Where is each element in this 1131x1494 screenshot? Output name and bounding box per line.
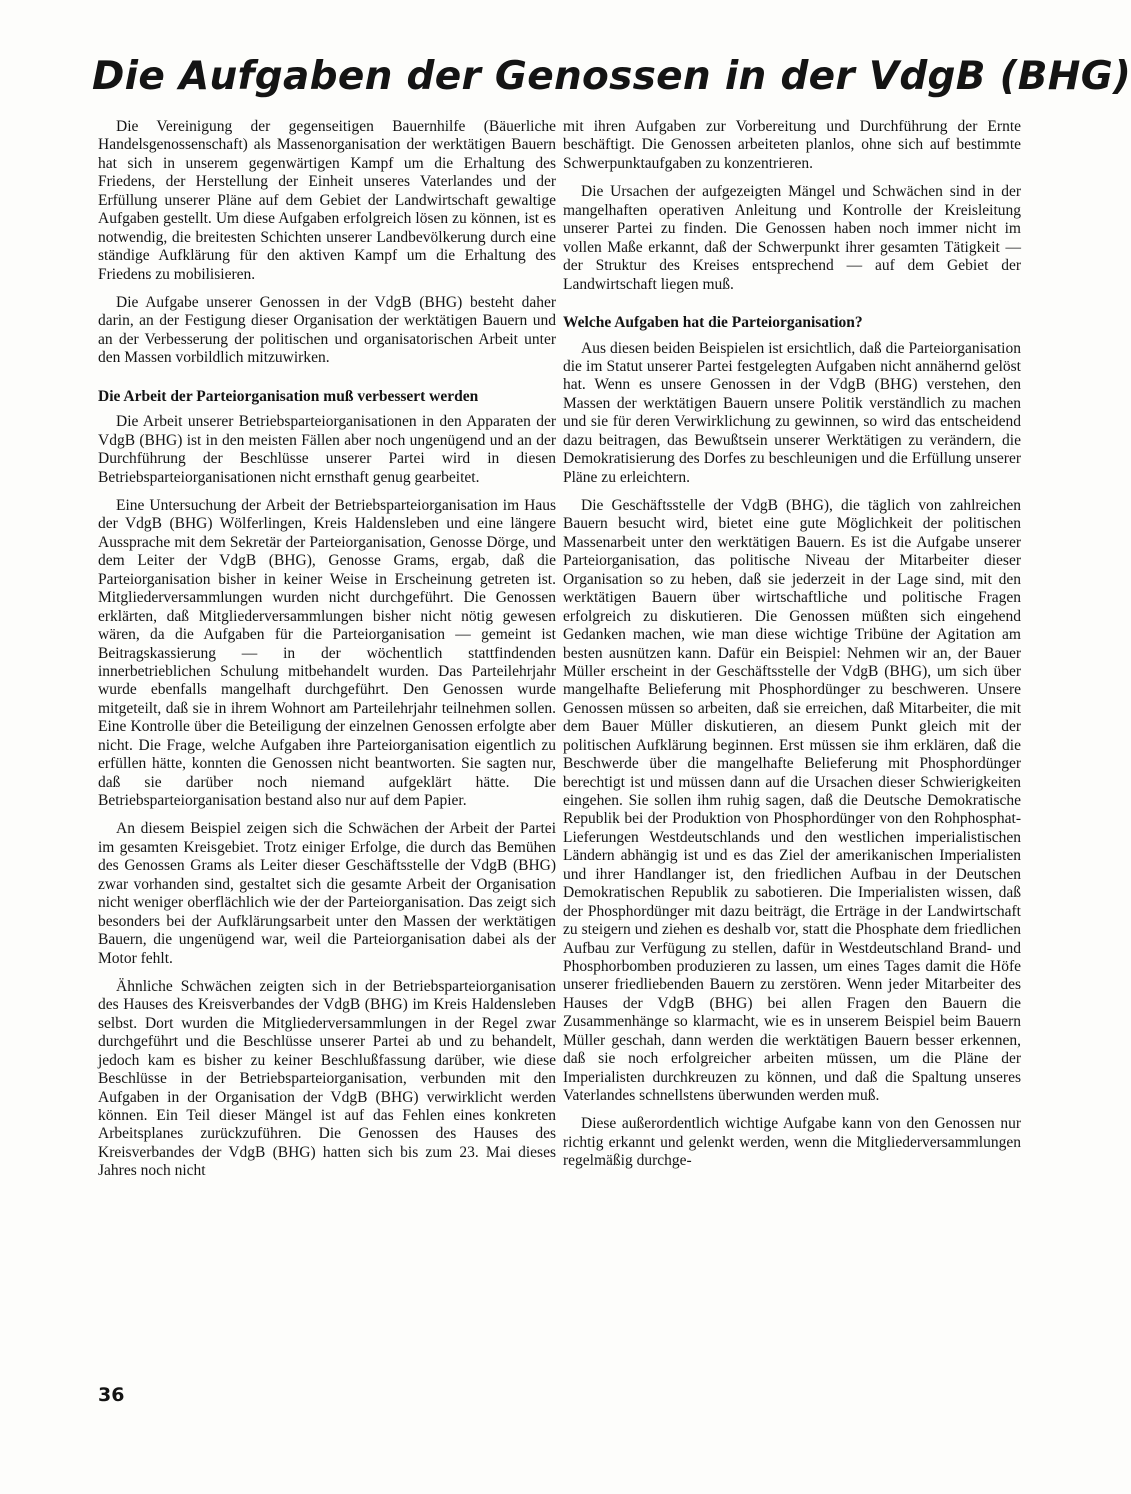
paragraph: Ähnliche Schwächen zeigten sich in der Betriebsparteiorganisation des Hauses des Kreisverbandes der VdgB (BHG) im Kreis Haldensleben selbst. Dort wurden die Mitgliederversammlungen in der Regel zwar durchgeführt und die Beschlüsse unserer Partei ab und zu behandelt, jedoch kam es bisher zu keiner Beschlußfassung darüber, wie diese Beschlüsse in der Betriebsparteiorganisation, verbunden mit den Aufgaben in der Organisation der VdgB (BHG) verwirklicht werden können. Ein Teil dieser Mängel ist auf das Fehlen eines konkreten Arbeitsplanes zurückzuführen. Die Genossen des Hauses des Kreisverbandes der VdgB (BHG) hatten sich bis zum 23. Mai dieses Jahres noch nicht [98,977,556,1180]
paragraph: Die Geschäftsstelle der VdgB (BHG), die täglich von zahlreichen Bauern besucht wird, bietet eine gute Möglichkeit der politischen Massenarbeit unter den werktätigen Bauern. Es ist die Aufgabe unserer Parteiorganisation, das politische Niveau der Mitarbeiter dieser Organisation so zu heben, daß sie jederzeit in der Lage sind, mit den werktätigen Bauern über wirtschaftliche und politische Fragen erfolgreich zu diskutieren. Die Genossen müßten sich eingehend Gedanken machen, wie man diese wichtige Tribüne der Agitation am besten ausnützen kann. Dafür ein Beispiel: Nehmen wir an, der Bauer Müller erscheint in der Geschäftsstelle der VdgB (BHG), um sich über mangelhafte Belieferung mit Phosphordünger zu beschweren. Unsere Genossen müssen so arbeiten, daß sie erreichen, daß Mitarbeiter, die mit dem Bauer Müller diskutieren, an diesem Punkt gleich mit der politischen Aufklärung beginnen. Erst müssen sie ihm erklären, daß die Beschwerde über die mangelhafte Belieferung mit Phosphordünger berechtigt ist und müssen dann auf die Ursachen dieser Schwierigkeiten eingehen. Sie sollen ihm ruhig sagen, daß die Deutsche Demokratische Republik bei der Produktion von Phosphordünger von den Rohphosphat-Lieferungen Westdeutschlands und den westlichen imperialistischen Ländern abhängig ist und es das Ziel der amerikanischen Imperialisten und ihrer Handlanger ist, den friedlichen Aufbau in der Deutschen Demokratischen Republik zu sabotieren. Die Imperialisten wissen, daß der Phosphordünger mit dazu beiträgt, die Erträge in der Landwirtschaft zu steigern und ziehen es deshalb vor, statt die Phosphate dem friedlichen Aufbau zur Verfügung zu stellen, dafür in Westdeutschland Brand- und Phosphorbomben produzieren zu lassen, um eines Tages damit die Höfe unserer friedliebenden Bauern zu zerstören. Wenn jeder Mitarbeiter des Hauses der VdgB (BHG) bei allen Fragen den Bauern die Zusammenhänge so klarmacht, wie es in unserem Beispiel beim Bauern Müller geschah, dann werden die werktätigen Bauern besser erkennen, daß sie noch erfolgreicher arbeiten müssen, um die Pläne der Imperialisten durchkreuzen zu können, und daß die Spaltung unseres Vaterlandes schnellstens überwunden werden muß. [563,497,1021,1105]
paragraph: Diese außerordentlich wichtige Aufgabe kann von den Genossen nur richtig erkannt und gelenkt werden, wenn die Mitgliederversammlungen regelmäßig durchge- [563,1115,1021,1170]
left-column [98,118,556,1191]
page-title: Die Aufgaben der Genossen in der VdgB (BHG) [92,54,1131,99]
section-heading: Welche Aufgaben hat die Parteiorganisation? [563,313,863,331]
paragraph: An diesem Beispiel zeigen sich die Schwächen der Arbeit der Partei im gesamten Kreisgebiet. Trotz einiger Erfolge, die durch das Bemühen des Genossen Grams als Leiter dieser Geschäftsstelle der VdgB (BHG) zwar vorhanden sind, gestaltet sich die gesamte Arbeit der Organisation nicht weniger oberflächlich wie der der Parteiorganisation. Das zeigt sich besonders bei der Aufklärungsarbeit unter den Massen der werktätigen Bauern, die ungenügend war, weil die Parteiorganisation dabei als der Motor fehlt. [98,820,556,967]
right-column [563,118,1021,1181]
paragraph: Die Vereinigung der gegenseitigen Bauernhilfe (Bäuerliche Handelsgenossenschaft) als Massenorganisation der werktätigen Bauern hat sich in unserem gegenwärtigen Kampf um die Erhaltung des Friedens, der Herstellung der Einheit unseres Vaterlandes und der Erfüllung unserer Pläne auf dem Gebiet der Landwirtschaft gewaltige Aufgaben gestellt. Um diese Aufgaben erfolgreich lösen zu können, ist es notwendig, die breitesten Schichten unserer Landbevölkerung durch eine ständige Aufklärung für den aktiven Kampf um die Erhaltung des Friedens zu mobilisieren. [98,118,556,283]
paragraph: Die Aufgabe unserer Genossen in der VdgB (BHG) besteht daher darin, an der Festigung dieser Organisation der werktätigen Bauern und an der Verbesserung der politischen und organisatorischen Arbeit unter den Massen vorbildlich mitzuwirken. [98,293,556,367]
page-number: 36 [98,1384,125,1406]
paragraph: Die Arbeit unserer Betriebsparteiorganisationen in den Apparaten der VdgB (BHG) ist in den meisten Fällen aber noch ungenügend und an der Durchführung der Beschlüsse unserer Partei wird in diesen Betriebsparteiorganisationen nicht ernsthaft genug gearbeitet. [98,413,556,486]
paragraph-continued: mit ihren Aufgaben zur Vorbereitung und Durchführung der Ernte beschäftigt. Die Genossen arbeiteten planlos, ohne sich auf bestimmte Schwerpunktaufgaben zu konzentrieren. [563,118,1021,172]
paragraph: Aus diesen beiden Beispielen ist ersichtlich, daß die Parteiorganisation die im Statut unserer Partei festgelegten Aufgaben nicht annähernd gelöst hat. Wenn es unsere Genossen in der VdgB (BHG) verstehen, den Massen der werktätigen Bauern unsere Politik verständlich zu machen und sie für deren Verwirklichung zu gewinnen, so wird das entscheidend dazu beitragen, das Bewußtsein unserer Werktätigen zu verändern, die Demokratisierung des Dorfes zu beschleunigen und die Erfüllung unserer Pläne zu erleichtern. [563,339,1021,486]
paragraph: Die Ursachen der aufgezeigten Mängel und Schwächen sind in der mangelhaften operativen Anleitung und Kontrolle der Kreisleitung unserer Partei zu finden. Die Genossen haben noch immer nicht im vollen Maße erkannt, daß der Schwerpunkt ihrer gesamten Tätigkeit — der Struktur des Kreises entsprechend — auf dem Gebiet der Landwirtschaft liegen muß. [563,183,1021,293]
paragraph: Eine Untersuchung der Arbeit der Betriebsparteiorganisation im Haus der VdgB (BHG) Wölferlingen, Kreis Haldensleben und eine längere Aussprache mit dem Sekretär der Parteiorganisation, Genosse Dörge, und dem Leiter der VdgB (BHG), Genosse Grams, ergab, daß die Parteiorganisation bisher in keiner Weise in Erscheinung getreten ist. Mitgliederversammlungen wurden nicht durchgeführt. Die Genossen erklärten, daß Mitgliederversammlungen bisher nicht nötig gewesen wären, da die Aufgaben für die Parteiorganisation — gemeint ist Beitragskassierung — in der wöchentlich stattfindenden innerbetrieblichen Schulung mitbehandelt wurden. Das Parteilehrjahr wurde ebenfalls mangelhaft durchgeführt. Den Genossen wurde mitgeteilt, daß sie in ihrem Wohnort am Parteilehrjahr teilnehmen sollen. Eine Kontrolle über die Beteiligung der einzelnen Genossen erfolgte aber nicht. Die Frage, welche Aufgaben ihre Parteiorganisation eigentlich zu erfüllen hätte, konnten die Genossen nicht beantworten. Sie sagten nur, daß sie darüber noch niemand aufgeklärt hätte. Die Betriebsparteiorganisation bestand also nur auf dem Papier. [98,497,556,810]
section-heading: Die Arbeit der Parteiorganisation muß verbessert werden [98,387,479,405]
